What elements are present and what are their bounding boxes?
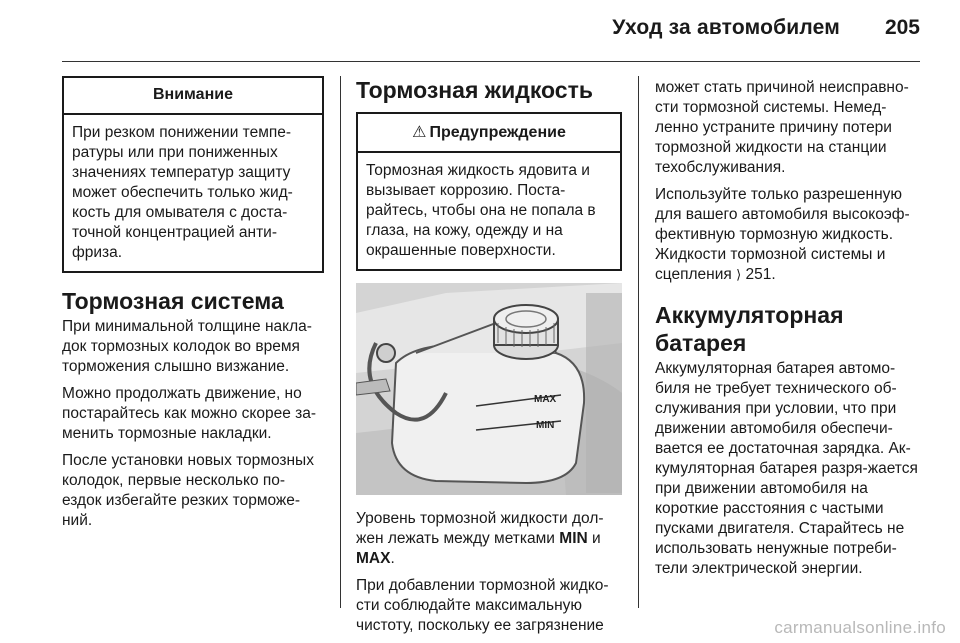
warning-box	[356, 112, 622, 271]
paragraph: может стать причиной неисправно-сти тормозной системы. Немед-ленно устраните причину потери тормозной жидкости на станции техобслуживания.	[655, 79, 909, 176]
column-1	[62, 76, 324, 538]
watermark: carmanualsonline.info	[774, 618, 946, 637]
min-mark-label: MIN	[536, 420, 555, 431]
brake-fluid-heading: Тормозная жидкость	[356, 77, 593, 103]
reference-end: .	[771, 266, 776, 283]
warning-title: Предупреждение	[429, 124, 566, 141]
column-2	[356, 76, 622, 643]
paragraph: Используйте только разрешенную для вашего автомобиля высокоэф-фективную тормозную жидкость.	[655, 186, 910, 243]
paragraph: Аккумуляторная батарея автомо-биля не требует технического об-служивания при условии, что при движении автомобиля обеспечи-вается ее достаточная зарядка. Ак-кумуляторная батарея разря-жается при движении автомобиля на короткие расстояния с частыми пусками двигателя. Старайтесь не использовать ненужные потреби-тели электрической энергии.	[655, 360, 918, 577]
paragraph: После установки новых тормозных колодок, первые несколько по-ездок избегайте резких торможе-ний.	[62, 452, 314, 529]
column-divider-2	[638, 76, 639, 608]
page-number: 205	[884, 16, 920, 39]
level-and: и	[587, 530, 601, 547]
brake-system-heading: Тормозная система	[62, 288, 284, 314]
max-mark-label: MAX	[534, 394, 557, 405]
section-title: Уход за автомобилем	[612, 16, 840, 39]
battery-heading: Аккумуляторная батарея	[655, 302, 844, 356]
reference-page[interactable]: 251	[745, 266, 772, 283]
page-reference-icon: ⟩	[736, 267, 742, 282]
notice-text: При резком понижении темпе-ратуры или при пониженных значениях температур защиту может обеспечить только жид-кость для омывателя с доста-точной концентрацией анти-фриза.	[72, 124, 293, 261]
paragraph: При минимальной толщине накла-док тормозных колодок во время торможения слышно визжание.	[62, 318, 312, 375]
paragraph: При добавлении тормозной жидко-сти соблюдайте максимальную чистоту, поскольку ее загрязнение	[356, 577, 609, 634]
max-label: MAX	[356, 550, 391, 567]
brake-fluid-reservoir-figure	[356, 283, 622, 495]
warning-triangle-icon: ⚠	[412, 124, 427, 141]
reference-paragraph	[655, 245, 923, 285]
level-end: .	[390, 550, 395, 567]
column-3	[655, 78, 923, 586]
warning-header	[358, 114, 620, 153]
reservoir-illustration	[356, 283, 622, 495]
reference-text: Жидкости тормозной системы и сцепления	[655, 246, 886, 283]
notice-box	[62, 76, 324, 273]
paragraph: Можно продолжать движение, но постарайтесь как можно скорее за-менить тормозные накладки.	[62, 385, 317, 442]
level-text: Уровень тормозной жидкости дол-жен лежать между метками	[356, 510, 604, 547]
min-label: MIN	[559, 530, 588, 547]
notice-title: Внимание	[64, 78, 322, 115]
column-divider-1	[340, 76, 341, 608]
header-divider	[62, 61, 920, 62]
warning-text: Тормозная жидкость ядовита и вызывает коррозию. Поста-райтесь, чтобы она не попала в глаза, на кожу, одежду и на окрашенные поверхности.	[366, 162, 596, 259]
level-paragraph	[356, 509, 622, 569]
